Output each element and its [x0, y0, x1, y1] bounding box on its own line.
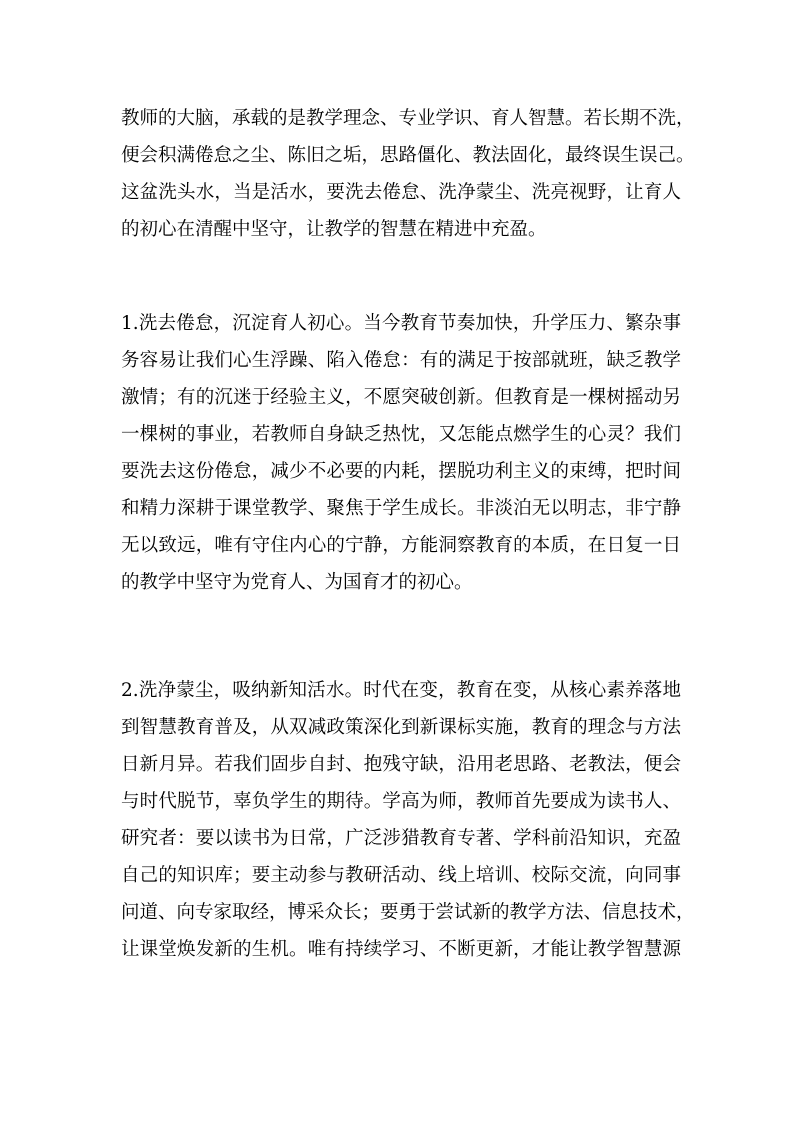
- text-line: 自己的知识库；要主动参与教研活动、线上培训、校际交流，向同事: [121, 865, 681, 886]
- text-line: 和精力深耕于课堂教学、聚焦于学生成长。非淡泊无以明志，非宁静: [121, 498, 681, 519]
- text-line: 无以致远，唯有守住内心的宁静，方能洞察教育的本质，在日复一日: [121, 535, 681, 556]
- text-line: 这盆洗头水，当是活水，要洗去倦怠、洗净蒙尘、洗亮视野，让育人: [121, 182, 681, 203]
- text-line: 1.洗去倦怠，沉淀育人初心。当今教育节奏加快，升学压力、繁杂事: [121, 313, 681, 334]
- text-line: 问道、向专家取经，博采众长；要勇于尝试新的教学方法、信息技术，: [121, 902, 695, 923]
- text-line: 的初心在清醒中坚守，让教学的智慧在精进中充盈。: [121, 219, 547, 240]
- text-line: 要洗去这份倦怠，减少不必要的内耗，摆脱功利主义的束缚，把时间: [121, 461, 681, 482]
- text-line: 日新月异。若我们固步自封、抱残守缺，沿用老思路、老教法，便会: [121, 754, 681, 775]
- text-line: 便会积满倦怠之尘、陈旧之垢，思路僵化、教法固化，最终误生误己。: [121, 145, 695, 166]
- paragraph-section-2: [121, 672, 695, 968]
- text-line: 激情；有的沉迷于经验主义，不愿突破创新。但教育是一棵树摇动另: [121, 387, 681, 408]
- text-line: 务容易让我们心生浮躁、陷入倦怠：有的满足于按部就班，缺乏教学: [121, 350, 681, 371]
- text-line: 2.洗净蒙尘，吸纳新知活水。时代在变，教育在变，从核心素养落地: [121, 680, 681, 701]
- text-line: 让课堂焕发新的生机。唯有持续学习、不断更新，才能让教学智慧源: [121, 939, 681, 960]
- text-line: 教师的大脑，承载的是教学理念、专业学识、育人智慧。若长期不洗，: [121, 108, 695, 129]
- text-line: 到智慧教育普及，从双减政策深化到新课标实施，教育的理念与方法: [121, 717, 681, 738]
- text-line: 与时代脱节，辜负学生的期待。学高为师，教师首先要成为读书人、: [121, 791, 681, 812]
- text-line: 的教学中坚守为党育人、为国育才的初心。: [121, 572, 473, 593]
- text-line: 研究者：要以读书为日常，广泛涉猎教育专著、学科前沿知识，充盈: [121, 828, 681, 849]
- paragraph-intro: [121, 100, 695, 248]
- paragraph-section-1: [121, 305, 681, 601]
- text-line: 一棵树的事业，若教师自身缺乏热忱，又怎能点燃学生的心灵？我们: [121, 424, 681, 445]
